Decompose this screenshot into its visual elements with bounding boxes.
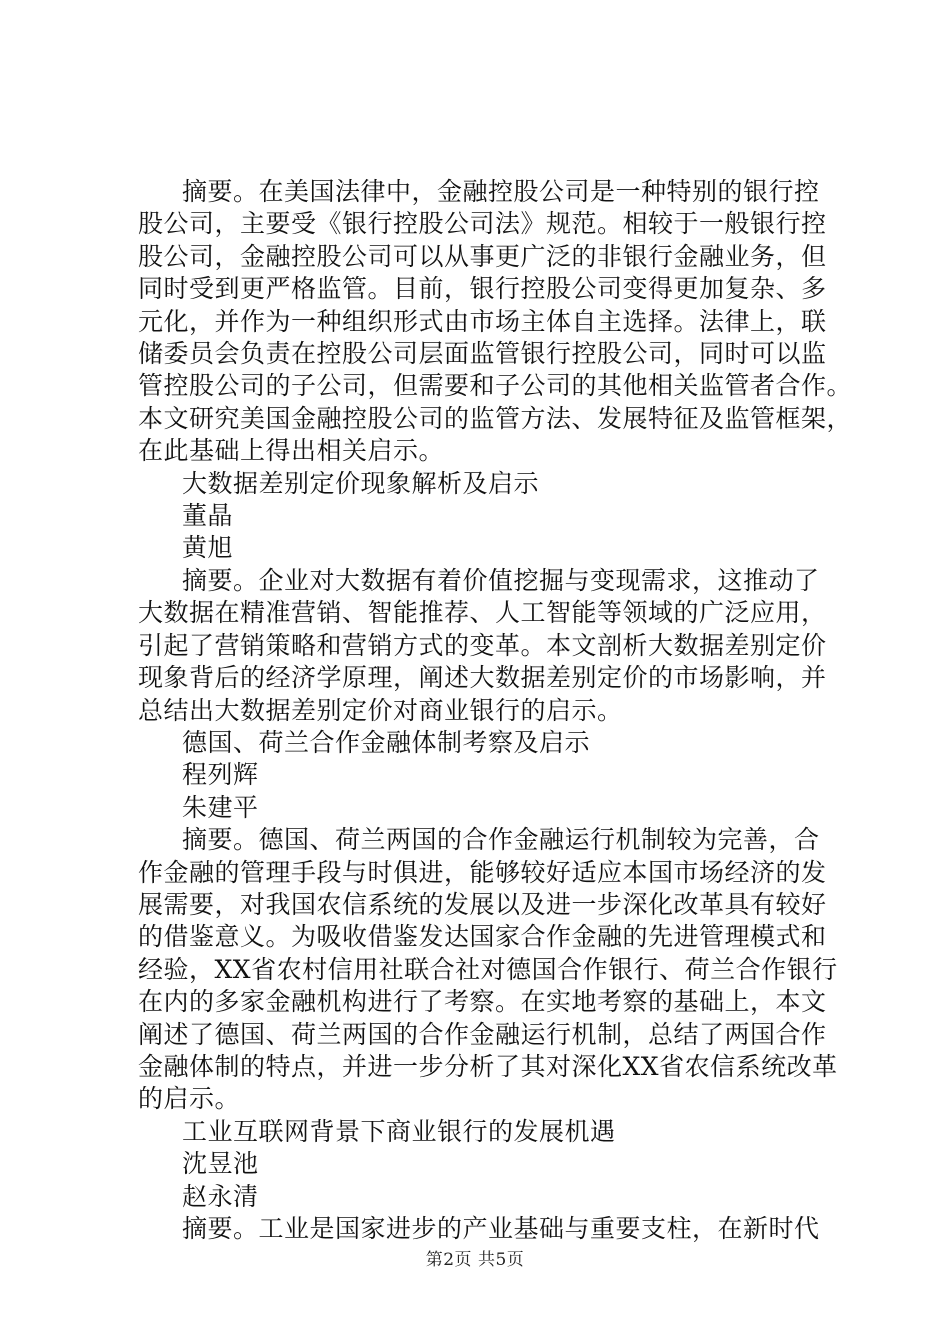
author-name: 沈昱池 — [182, 1149, 259, 1179]
paragraph-line: 经验，XX省农村信用社联合社对德国合作银行、荷兰合作银行 — [138, 954, 838, 984]
paragraph-line: 现象背后的经济学原理，阐述大数据差别定价的市场影响，并 — [138, 663, 827, 693]
article3-abstract — [138, 824, 838, 1116]
article4-abstract — [138, 1213, 838, 1245]
paragraph-line: 作金融的管理手段与时俱进，能够较好适应本国市场经济的发 — [138, 857, 827, 887]
document-body — [138, 176, 853, 1245]
paragraph-line: 摘要。企业对大数据有着价值挖掘与变现需求，这推动了 — [182, 565, 820, 595]
paragraph-line: 大数据在精准营销、智能推荐、人工智能等领域的广泛应用， — [138, 598, 827, 628]
article-title: 德国、荷兰合作金融体制考察及启示 — [182, 727, 591, 757]
author-name: 朱建平 — [182, 792, 259, 822]
author-name: 程列辉 — [182, 760, 259, 790]
article-title: 工业互联网背景下商业银行的发展机遇 — [182, 1116, 616, 1146]
page-number: 第2页 共5页 — [425, 1250, 525, 1270]
article1-abstract — [138, 176, 853, 468]
paragraph-line: 总结出大数据差别定价对商业银行的启示。 — [138, 695, 623, 725]
paragraph-line: 本文研究美国金融控股公司的监管方法、发展特征及监管框架， — [138, 403, 853, 433]
paragraph-line: 阐述了德国、荷兰两国的合作金融运行机制，总结了两国合作 — [138, 1019, 827, 1049]
page-footer — [0, 1245, 950, 1270]
paragraph-line: 元化，并作为一种组织形式由市场主体自主选择。法律上，联 — [138, 306, 827, 336]
paragraph-line: 金融体制的特点，并进一步分析了其对深化XX省农信系统改革 — [138, 1051, 838, 1081]
paragraph-line: 在此基础上得出相关启示。 — [138, 436, 445, 466]
author-name: 赵永清 — [182, 1181, 259, 1211]
paragraph-line: 同时受到更严格监管。目前，银行控股公司变得更加复杂、多 — [138, 274, 827, 304]
author-name: 董晶 — [182, 501, 234, 531]
paragraph-line: 在内的多家金融机构进行了考察。在实地考察的基础上，本文 — [138, 987, 827, 1017]
paragraph-line: 摘要。在美国法律中，金融控股公司是一种特别的银行控 — [182, 177, 820, 206]
paragraph-line: 展需要，对我国农信系统的发展以及进一步深化改革具有较好 — [138, 889, 827, 919]
paragraph-line: 摘要。德国、荷兰两国的合作金融运行机制较为完善，合 — [182, 825, 820, 855]
paragraph-line: 的借鉴意义。为吸收借鉴发达国家合作金融的先进管理模式和 — [138, 922, 827, 952]
article2-abstract — [138, 565, 838, 727]
paragraph-line: 的启示。 — [138, 1084, 241, 1114]
paragraph-line: 摘要。工业是国家进步的产业基础与重要支柱，在新时代 — [182, 1214, 820, 1243]
paragraph-line: 股公司，金融控股公司可以从事更广泛的非银行金融业务，但 — [138, 241, 827, 271]
author-name: 黄旭 — [182, 533, 234, 563]
paragraph-line: 股公司，主要受《银行控股公司法》规范。相较于一般银行控 — [138, 209, 827, 239]
paragraph-line: 引起了营销策略和营销方式的变革。本文剖析大数据差别定价 — [138, 630, 827, 660]
paragraph-line: 管控股公司的子公司，但需要和子公司的其他相关监管者合作。 — [138, 371, 853, 401]
paragraph-line: 储委员会负责在控股公司层面监管银行控股公司，同时可以监 — [138, 339, 827, 369]
article-title: 大数据差别定价现象解析及启示 — [182, 468, 540, 498]
